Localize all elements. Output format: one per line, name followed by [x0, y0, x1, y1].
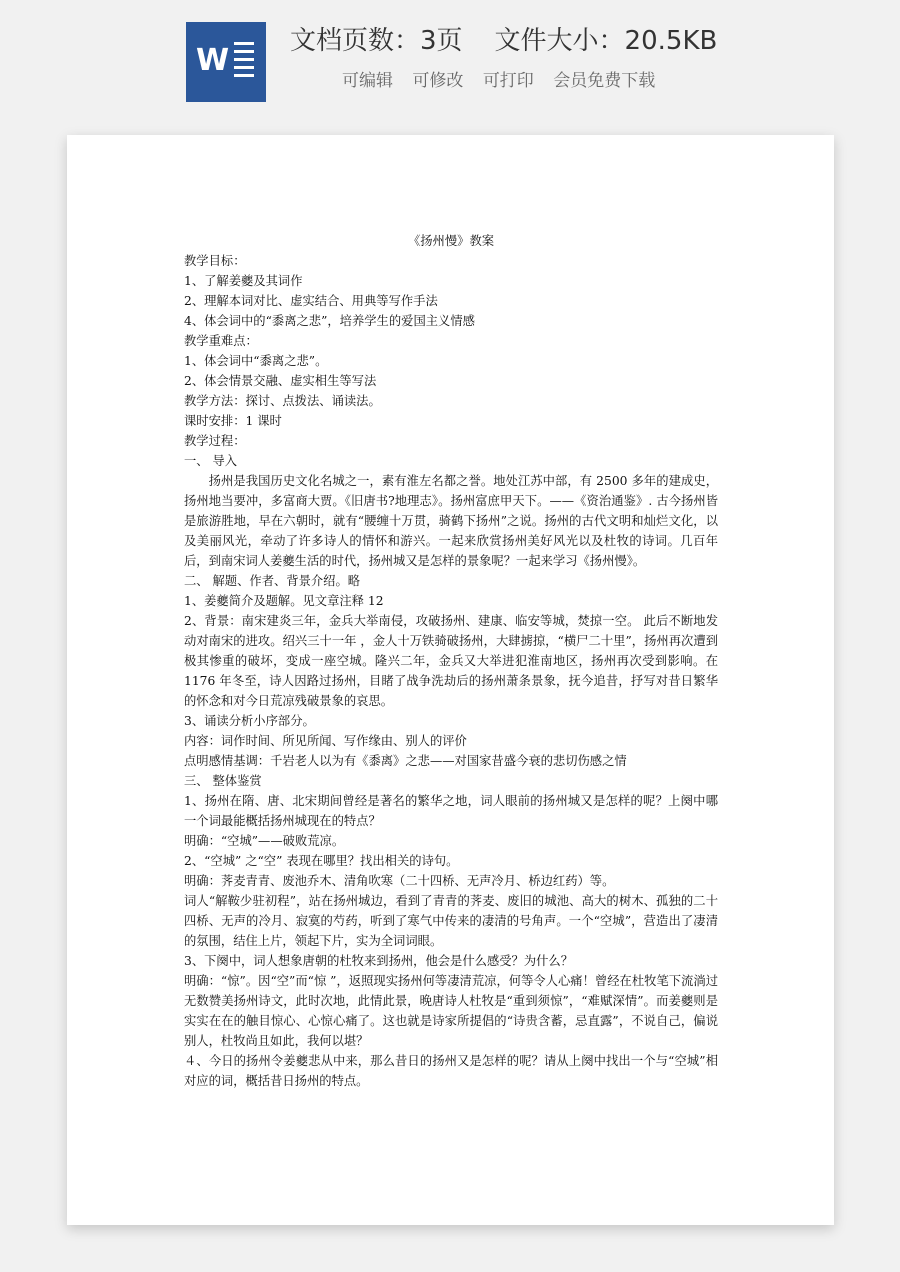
question-2: 2、“空城” 之“空” 表现在哪里？找出相关的诗句。 — [184, 854, 459, 868]
intro-paragraph: 扬州是我国历史文化名城之一，素有淮左名都之誉。地处江苏中部，有 2500 多年的建成史，扬州地当要冲，多富商大贾。《旧唐书?地理志》。扬州富庶甲天下。——《资治通鉴》. 古今扬州皆是旅游胜地，早在六朝时，就有“腰缠十万贯，骑鹤下扬州”之说。扬州的古代文明和灿烂文化，以及美丽风光，牵动了许多诗人的情怀和游兴。一起来欣赏扬州美好风光以及杜牧的诗词。几百年后，到南宋词人姜夔生活的时代，扬州城又是怎样的景象呢？一起来学习《扬州慢》。 — [184, 474, 718, 568]
text-line: 2、体会情景交融、虚实相生等写法 — [184, 374, 377, 388]
logo-line — [234, 58, 254, 61]
text-line: 内容：词作时间、所见所闻、写作缘由、别人的评价 — [184, 734, 467, 748]
document-body — [184, 231, 718, 1091]
text-line: 1、姜夔简介及题解。见文章注释 12 — [184, 594, 384, 608]
question-4: ４、今日的扬州令姜夔悲从中来，那么昔日的扬州又是怎样的呢？请从上阕中找出一个与“空城”相对应的词，概括昔日扬州的特点。 — [184, 1054, 718, 1088]
feature-editable: 可编辑 — [342, 71, 393, 91]
word-document-icon — [186, 22, 266, 102]
logo-line — [234, 50, 254, 53]
logo-line — [234, 74, 254, 77]
text-line: 2、理解本词对比、虚实结合、用典等写作手法 — [184, 294, 438, 308]
question-3: 3、下阕中，词人想象唐朝的杜牧来到扬州，他会是什么感受？为什么？ — [184, 954, 574, 968]
feature-printable: 可打印 — [482, 71, 534, 91]
text-line: 教学重难点： — [184, 334, 258, 348]
file-info-title — [290, 20, 717, 57]
download-header — [0, 0, 900, 120]
answer-2: 明确：荠麦青青、废池乔木、清角吹寒（二十四桥、无声冷月、桥边红药）等。 — [184, 874, 615, 888]
logo-line — [234, 42, 254, 45]
file-size: 文件大小：20.5KB — [494, 26, 718, 56]
document-page — [67, 135, 834, 1225]
answer-3: 明确：“惊”。因“空”而“惊 ”，返照现实扬州何等凄清荒凉，何等令人心痛！曾经在杜牧笔下流淌过无数赞美扬州诗文，此时次地，此情此景，晚唐诗人杜牧是“重到须惊”，“难赋深情”。而姜夔则是实实在在的触目惊心、心惊心痛了。这也就是诗家所提倡的“诗贵含蓄，忌直露”，不说自己，偏说别人，杜牧尚且如此，我何以堪？ — [184, 974, 718, 1048]
feature-modifiable: 可修改 — [412, 71, 464, 91]
feature-list — [342, 66, 663, 91]
feature-member-download[interactable]: 会员免费下载 — [553, 71, 656, 91]
text-line: 1、体会词中“黍离之悲”。 — [184, 354, 328, 368]
background-paragraph: 2、背景：南宋建炎三年，金兵大举南侵，攻破扬州、建康、临安等城，焚掠一空。 此后不断地发动对南宋的进攻。绍兴三十一年 ，金人十万铁骑破扬州，大肆掳掠，“横尸二十里”，扬州再次遭到极其惨重的破坏，变成一座空城。隆兴二年，金兵又大举进犯淮南地区，扬州再次受到影响。在 1176 年冬至，诗人因路过扬州，目睹了战争洗劫后的扬州萧条景象，抚今追昔，抒写对昔日繁华的怀念和对今日荒凉残破景象的哀思。 — [184, 614, 718, 708]
question-1: 1、扬州在隋、唐、北宋期间曾经是著名的繁华之地，词人眼前的扬州城又是怎样的呢？上阕中哪一个词最能概括扬州城现在的特点？ — [184, 794, 718, 828]
section-heading: 二、 解题、作者、背景介绍。略 — [184, 574, 361, 588]
section-heading: 三、 整体鉴赏 — [184, 774, 262, 788]
logo-line — [234, 66, 254, 69]
text-line: 点明感情基调：千岩老人以为有《黍离》之悲——对国家昔盛今衰的悲切伤感之情 — [184, 754, 627, 768]
text-line: 1、了解姜夔及其词作 — [184, 274, 303, 288]
text-line: 3、诵读分析小序部分。 — [184, 714, 315, 728]
answer-1: 明确：“空城”——破败荒凉。 — [184, 834, 345, 848]
text-line: 教学方法：探讨、点拨法、诵读法。 — [184, 394, 381, 408]
word-logo-letter: W — [196, 43, 230, 78]
text-line: 教学目标： — [184, 254, 246, 268]
question-2-paragraph: 词人“解鞍少驻初程”，站在扬州城边，看到了青青的荠麦、废旧的城池、高大的树木、孤独的二十四桥、无声的冷月、寂寞的芍药，听到了寒气中传来的凄清的号角声。一个“空城”，营造出了凄清的氛围，结住上片，领起下片，实为全词词眼。 — [184, 894, 718, 948]
section-heading: 一、 导入 — [184, 454, 238, 468]
text-line: 教学过程： — [184, 434, 246, 448]
text-line: 课时安排：1 课时 — [184, 414, 282, 428]
page-count: 文档页数：3页 — [290, 26, 463, 56]
text-line: 4、体会词中的“黍离之悲”，培养学生的爱国主义情感 — [184, 314, 475, 328]
document-title: 《扬州慢》教案 — [407, 234, 495, 248]
